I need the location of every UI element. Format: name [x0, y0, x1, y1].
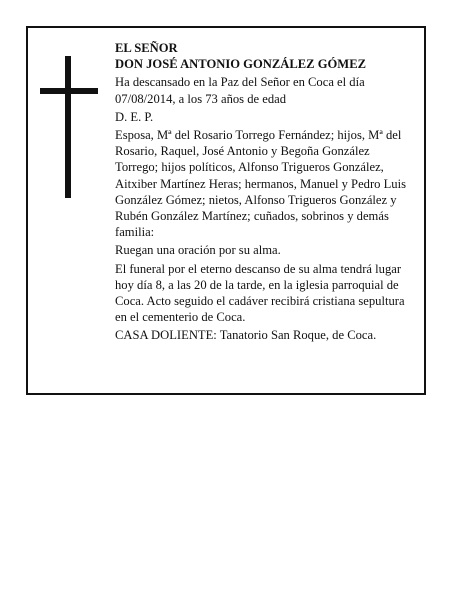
prayer-request: Ruegan una oración por su alma. [115, 243, 281, 258]
family-list: Esposa, Mª del Rosario Torrego Fernández; hijos, Mª del Rosario, Raquel, José Antonio y Begoña González Torrego; hijos políticos, Alfonso Trigueros González, Aitxiber Martínez Heras; hermanos, Manuel y Pedro Luis González Gómez; nietos, Alfonso Trigueros González y Rubén González Martínez; cuñados, sobrinos y demás familia: [115, 128, 406, 240]
funeral-details: El funeral por el eterno descanso de su alma tendrá lugar hoy día 8, a las 20 de la tarde, en la iglesia parroquial de Coca. Acto seguido el cadáver recibirá cristiana sepultura en el cementerio de Coca. [115, 261, 405, 325]
notice-text [115, 40, 415, 344]
dep-line: D. E. P. [115, 109, 154, 124]
notice-title-line2: DON JOSÉ ANTONIO GONZÁLEZ GÓMEZ [115, 57, 366, 72]
house-of-mourning: CASA DOLIENTE: Tanatorio San Roque, de Coca. [115, 328, 377, 343]
obituary-notice [26, 26, 426, 395]
death-statement: Ha descansado en la Paz del Señor en Coca el día 07/08/2014, a los 73 años de edad [115, 75, 365, 106]
cross-icon [40, 56, 98, 198]
notice-title-line1: EL SEÑOR [115, 41, 178, 55]
cross-horizontal-bar [40, 88, 98, 94]
cross-vertical-bar [65, 56, 71, 198]
